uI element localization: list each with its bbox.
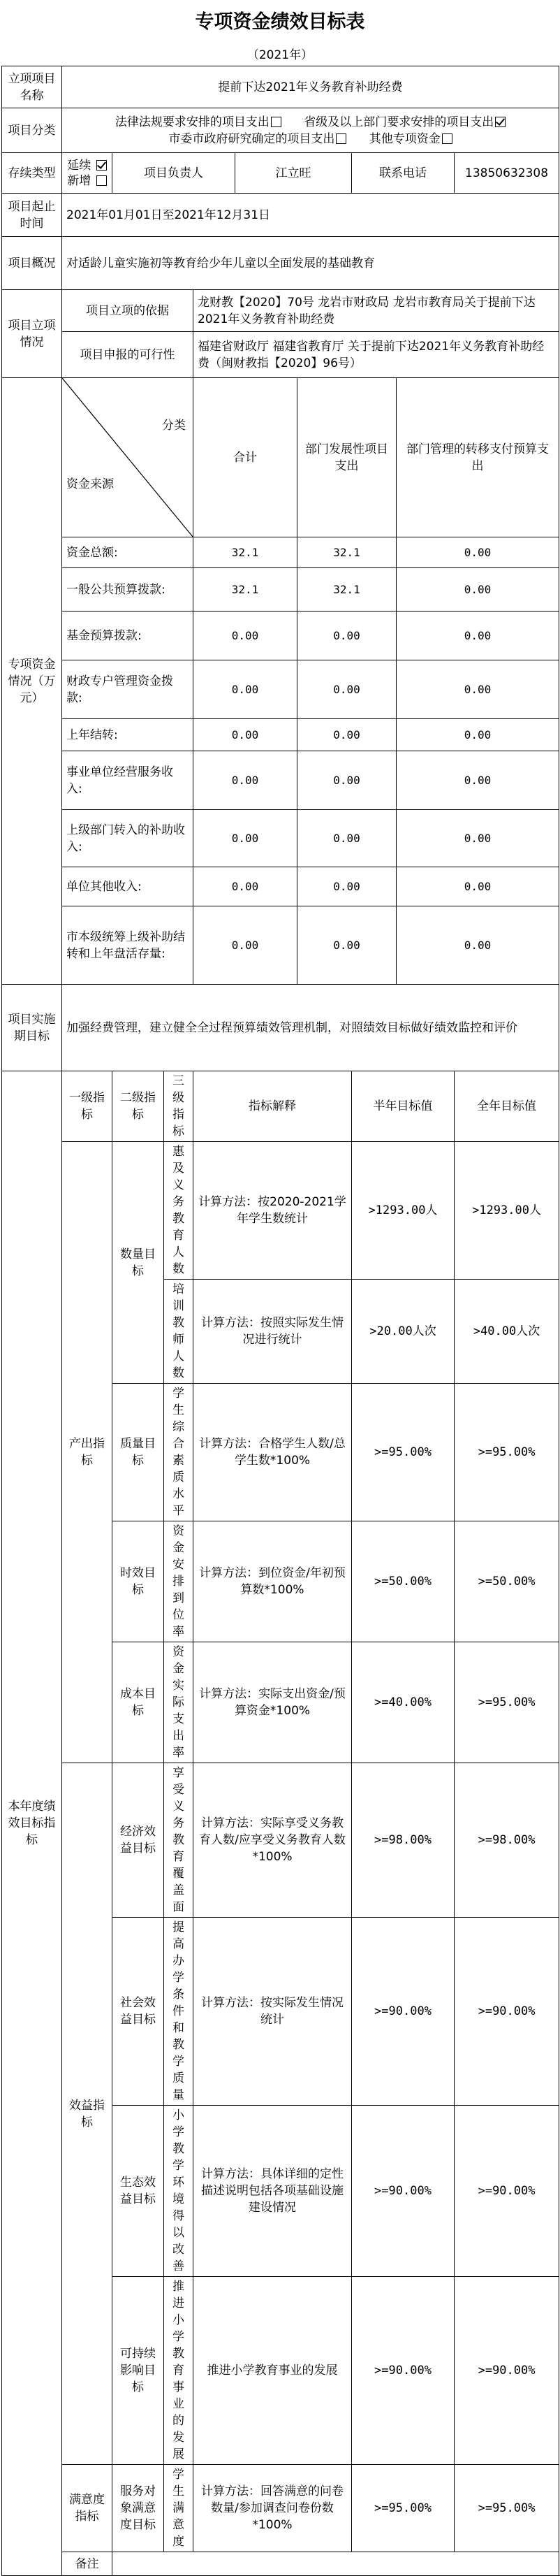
- status-option-label: 延续: [67, 158, 91, 173]
- project-category-options: [62, 108, 559, 153]
- ind-level2: 服务对象满意度目标: [112, 2465, 164, 2552]
- ind-full: >=90.00%: [455, 1918, 559, 2106]
- row-overview: [2, 237, 559, 290]
- funds-value: 0.00: [397, 537, 559, 568]
- project-name-value: 提前下达2021年义务教育补助经费: [62, 66, 559, 108]
- ind-half: >1293.00人: [352, 1142, 455, 1280]
- funds-row: [2, 810, 559, 867]
- funds-value: 0.00: [193, 660, 297, 719]
- funds-value: 0.00: [297, 751, 397, 810]
- ind-explain: 计算方法：按实际发生情况统计: [193, 1918, 352, 2106]
- category-checkbox-1[interactable]: [495, 117, 506, 127]
- ind-level2: 数量目标: [112, 1142, 164, 1384]
- ind-explain: 计算方法：具体详细的定性描述说明包括各项基础设施建设情况: [193, 2106, 352, 2277]
- ind-full: >1293.00人: [455, 1142, 559, 1280]
- funds-value: 0.00: [297, 660, 397, 719]
- category-checkbox-2[interactable]: [336, 133, 346, 144]
- ind-full: >40.00人次: [455, 1280, 559, 1384]
- ind-level1: 产出指标: [62, 1142, 112, 1763]
- diagonal-line: [62, 378, 193, 537]
- funds-row: [2, 751, 559, 810]
- funds-value: 0.00: [297, 906, 397, 985]
- funds-value: 0.00: [297, 867, 397, 906]
- ind-level2: 经济效益目标: [112, 1763, 164, 1918]
- funds-section-label: 专项资金情况（万元）: [2, 378, 62, 985]
- ind-explain: 计算方法：实际支出资金/预算资金*100%: [193, 1642, 352, 1763]
- ind-half: >=90.00%: [352, 1918, 455, 2106]
- ind-level3: 推进小学教育事业的发展: [164, 2277, 193, 2465]
- category-checkbox-3[interactable]: [442, 133, 452, 144]
- period-label: 项目起止时间: [2, 194, 62, 237]
- funds-row-label: 市本级统筹上级补助结转和上年盘活存量:: [62, 906, 193, 985]
- category-option-label: 法律法规要求安排的项目支出: [115, 115, 270, 129]
- ind-full: >=90.00%: [455, 2277, 559, 2465]
- ind-level2: 成本目标: [112, 1642, 164, 1763]
- row-approval-feasibility: [2, 332, 559, 378]
- ind-level2: 时效目标: [112, 1521, 164, 1642]
- funds-value: 0.00: [397, 568, 559, 612]
- basis-label: 项目立项的依据: [62, 290, 193, 332]
- goal-label: 项目实施期目标: [2, 985, 62, 1071]
- funds-col-dept: 部门发展性项目支出: [297, 378, 397, 537]
- diag-source-label: 资金来源: [66, 477, 114, 491]
- status-checkbox-0[interactable]: [96, 160, 107, 171]
- funds-value: 0.00: [297, 719, 397, 751]
- funds-value: 0.00: [193, 906, 297, 985]
- ind-level3: 资金安排到位率: [164, 1521, 193, 1642]
- ind-header-half: 半年目标值: [352, 1071, 455, 1142]
- funds-value: 0.00: [397, 612, 559, 660]
- remarks-value: [112, 2552, 559, 2576]
- form-table: [1, 66, 559, 2576]
- ind-level1: 满意度指标: [62, 2465, 112, 2552]
- ind-level3: 学生满意度: [164, 2465, 193, 2552]
- funds-row: [2, 867, 559, 906]
- ind-explain: 计算方法：按照实际发生情况进行统计: [193, 1280, 352, 1384]
- form-year: （2021年）: [246, 48, 314, 62]
- ind-level3: 资金实际支出率: [164, 1642, 193, 1763]
- row-remarks: [2, 2552, 559, 2576]
- funds-value: 0.00: [297, 612, 397, 660]
- funds-value: 0.00: [193, 867, 297, 906]
- indicator-row: [2, 2465, 559, 2552]
- ind-header-full: 全年目标值: [455, 1071, 559, 1142]
- goal-value: 加强经费管理，建立健全全过程预算绩效管理机制，对照绩效目标做好绩效监控和评价: [62, 985, 559, 1071]
- row-period: [2, 194, 559, 237]
- funds-row: [2, 906, 559, 985]
- funds-row-label: 上年结转:: [62, 719, 193, 751]
- funds-row-label: 一般公共预算拨款:: [62, 568, 193, 612]
- manager-label: 项目负责人: [112, 153, 235, 194]
- ind-full: >=95.00%: [455, 2465, 559, 2552]
- ind-half: >=95.00%: [352, 1384, 455, 1521]
- funds-value: 32.1: [297, 568, 397, 612]
- ind-level3: 惠及义务教育人数: [164, 1142, 193, 1280]
- ind-explain: 计算方法：合格学生人数/总学生数*100%: [193, 1384, 352, 1521]
- funds-row-label: 资金总额:: [62, 537, 193, 568]
- page-title: 专项资金绩效目标表: [195, 11, 365, 33]
- ind-explain: 计算方法：实际享受义务教育人数/应享受义务教育人数*100%: [193, 1763, 352, 1918]
- ind-half: >=90.00%: [352, 2277, 455, 2465]
- row-approval-basis: [2, 290, 559, 332]
- funds-row: [2, 719, 559, 751]
- overview-label: 项目概况: [2, 237, 62, 290]
- ind-level3: 享受义务教育覆盖面: [164, 1763, 193, 1918]
- period-value: 2021年01月01日至2021年12月31日: [62, 194, 559, 237]
- category-option-label: 市委市政府研究确定的项目支出: [168, 131, 335, 146]
- funds-row-label: 基金预算拨款:: [62, 612, 193, 660]
- funds-value: 0.00: [397, 867, 559, 906]
- basis-value: 龙财教【2020】70号 龙岩市财政局 龙岩市教育局关于提前下达2021年义务教育补助经费: [193, 290, 559, 332]
- row-funds-header: [2, 378, 559, 537]
- ind-half: >=90.00%: [352, 2106, 455, 2277]
- phone-value: 13850632308: [455, 153, 559, 194]
- status-checkbox-1[interactable]: [96, 175, 107, 186]
- project-category-label: 项目分类: [2, 108, 62, 153]
- category-option-label: 其他专项资金: [369, 131, 441, 146]
- funds-col-total: 合计: [193, 378, 297, 537]
- funds-value: 0.00: [397, 660, 559, 719]
- feasibility-value: 福建省财政厅 福建省教育厅 关于提前下达2021年义务教育补助经费（闽财教指【2020】96号）: [193, 332, 559, 378]
- funds-value: 32.1: [193, 537, 297, 568]
- ind-full: >=90.00%: [455, 2106, 559, 2277]
- status-options: [62, 153, 112, 194]
- ind-header-level2: 二级指标: [112, 1071, 164, 1142]
- funds-value: 0.00: [297, 810, 397, 867]
- indicator-row: [2, 1142, 559, 1280]
- indicator-row: [2, 1763, 559, 1918]
- ind-explain: 计算方法：到位资金/年初预算数*100%: [193, 1521, 352, 1642]
- status-label: 存续类型: [2, 153, 62, 194]
- funds-value: 0.00: [193, 612, 297, 660]
- overview-value: 对适龄儿童实施初等教育给少年儿童以全面发展的基础教育: [62, 237, 559, 290]
- ind-full: >=95.00%: [455, 1642, 559, 1763]
- funds-value: 0.00: [397, 906, 559, 985]
- ind-header-level3: 三级指标: [164, 1071, 193, 1142]
- ind-header-level1: 一级指标: [62, 1071, 112, 1142]
- ind-half: >=50.00%: [352, 1521, 455, 1642]
- funds-value: 32.1: [193, 568, 297, 612]
- funds-row: [2, 537, 559, 568]
- ind-header-explain: 指标解释: [193, 1071, 352, 1142]
- ind-level1: 效益指标: [62, 1763, 112, 2465]
- ind-full: >=95.00%: [455, 1384, 559, 1521]
- row-indicator-header: [2, 1071, 559, 1142]
- funds-row: [2, 660, 559, 719]
- ind-level2: 社会效益目标: [112, 1918, 164, 2106]
- manager-value: 江立旺: [235, 153, 352, 194]
- ind-explain: 计算方法：回答满意的问卷数量/参加调查问卷份数*100%: [193, 2465, 352, 2552]
- funds-row: [2, 612, 559, 660]
- ind-level2: 质量目标: [112, 1384, 164, 1521]
- category-checkbox-0[interactable]: [271, 117, 281, 127]
- funds-row-label: 事业单位经营服务收入:: [62, 751, 193, 810]
- row-project-name: [2, 66, 559, 108]
- ind-full: >=98.00%: [455, 1763, 559, 1918]
- ind-half: >20.00人次: [352, 1280, 455, 1384]
- funds-diagonal-header: [62, 378, 193, 537]
- ind-half: >=98.00%: [352, 1763, 455, 1918]
- row-goal: [2, 985, 559, 1071]
- diag-category-label: 分类: [162, 419, 186, 433]
- funds-value: 0.00: [193, 751, 297, 810]
- ind-explain: 推进小学教育事业的发展: [193, 2277, 352, 2465]
- category-option-label: 省级及以上部门要求安排的项目支出: [304, 115, 494, 129]
- funds-col-transfer: 部门管理的转移支付预算支出: [397, 378, 559, 537]
- funds-value: 0.00: [193, 810, 297, 867]
- funds-value: 0.00: [397, 719, 559, 751]
- approval-label: 项目立项情况: [2, 290, 62, 378]
- ind-full: >=50.00%: [455, 1521, 559, 1642]
- funds-value: 0.00: [397, 810, 559, 867]
- ind-level3: 提高办学条件和教学质量: [164, 1918, 193, 2106]
- indicator-section-label: 本年度绩效目标指标: [2, 1071, 62, 2576]
- ind-explain: 计算方法：按2020-2021学年学生数统计: [193, 1142, 352, 1280]
- funds-row-label: 财政专户管理资金拨款:: [62, 660, 193, 719]
- row-project-category: [2, 108, 559, 153]
- funds-row-label: 单位其他收入:: [62, 867, 193, 906]
- funds-value: 0.00: [193, 719, 297, 751]
- ind-level3: 学生综合素质水平: [164, 1384, 193, 1521]
- ind-level3: 小学教学环境得以改善: [164, 2106, 193, 2277]
- row-status: [2, 153, 559, 194]
- funds-row: [2, 568, 559, 612]
- feasibility-label: 项目申报的可行性: [62, 332, 193, 378]
- ind-level2: 生态效益目标: [112, 2106, 164, 2277]
- ind-level2: 可持续影响目标: [112, 2277, 164, 2465]
- phone-label: 联系电话: [352, 153, 455, 194]
- ind-level3: 培训教师人数: [164, 1280, 193, 1384]
- funds-value: 32.1: [297, 537, 397, 568]
- project-name-label: 立项项目名称: [2, 66, 62, 108]
- status-option-label: 新增: [67, 173, 91, 188]
- ind-half: >=40.00%: [352, 1642, 455, 1763]
- ind-half: >=95.00%: [352, 2465, 455, 2552]
- funds-row-label: 上级部门转入的补助收入:: [62, 810, 193, 867]
- funds-value: 0.00: [397, 751, 559, 810]
- remarks-label: 备注: [62, 2552, 112, 2576]
